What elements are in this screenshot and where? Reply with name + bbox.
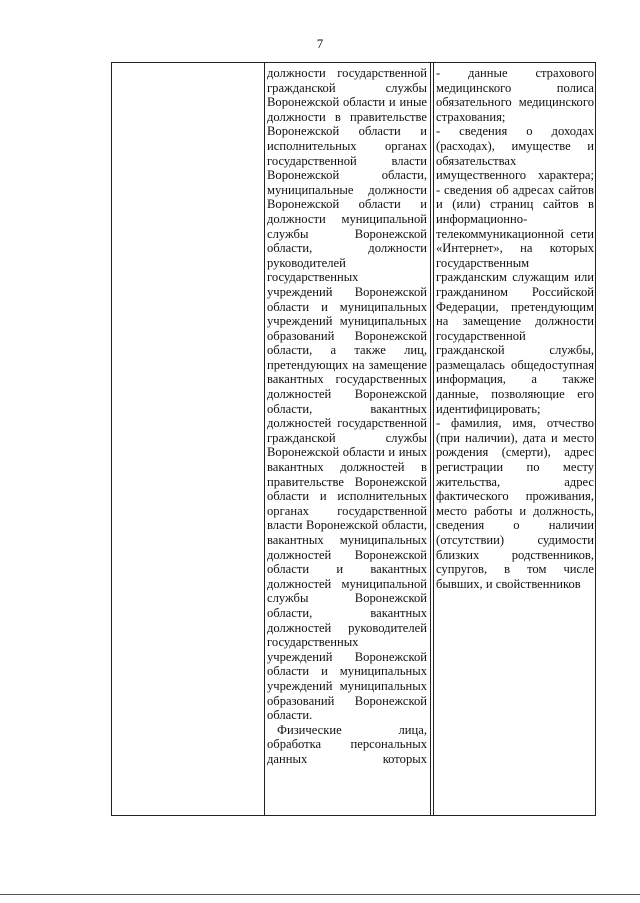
column-divider	[433, 63, 434, 815]
list-item: - данные страхового медицинского полиса обязательного медицинского страхования;	[436, 66, 594, 124]
subjects-paragraph: должности государственной гражданской службы Воронежской области и иные должности в правительстве Воронежской области и исполнительных органах государственной власти Воронежской области, муниципальные должности Воронежской области и должности муниципальной службы Воронежской области, должности руководителей государственных учреждений Воронежской области и муниципальных учреждений муниципальных образований Воронежской области, а также лиц, претендующих на замещение вакантных государственных должностей Воронежской области, вакантных должностей государственной гражданской службы Воронежской области и иных вакантных должностей в правительстве Воронежской области и исполнительных органах государственной власти Воронежской области, вакантных муниципальных должностей Воронежской области и вакантных должностей муниципальной службы Воронежской области, вакантных должностей руководителей государственных учреждений Воронежской области и муниципальных учреждений муниципальных образований Воронежской области.	[267, 66, 427, 723]
column-divider	[430, 63, 431, 815]
page-number: 7	[316, 36, 324, 51]
table-cell-data-list	[436, 66, 594, 591]
subjects-paragraph: Физические лица, обработка персональных данных которых	[267, 722, 427, 766]
list-item: - сведения об адресах сайтов и (или) страниц сайтов в информационно-телекоммуникационной сети «Интернет», на которых государственным гражданским служащим или гражданином Российской Федерации, претендующим на замещение должности государственной гражданской службы, размещалась общедоступная информация, а также данные, позволяющие его идентифицировать;	[436, 182, 594, 416]
data-table	[111, 62, 596, 816]
list-item: - фамилия, имя, отчество (при наличии), дата и место рождения (смерти), адрес регистрации по месту жительства, адрес фактического проживания, место работы и должность, сведения о наличии (отсутствии) судимости близких родственников, супругов, в том числе бывших, и свойственников	[436, 416, 594, 591]
list-item: - сведения о доходах (расходах), имуществе и обязательствах имущественного характера;	[436, 124, 594, 183]
table-cell-subjects	[267, 66, 427, 767]
column-divider	[264, 63, 265, 815]
page-bottom-rule	[0, 894, 640, 895]
